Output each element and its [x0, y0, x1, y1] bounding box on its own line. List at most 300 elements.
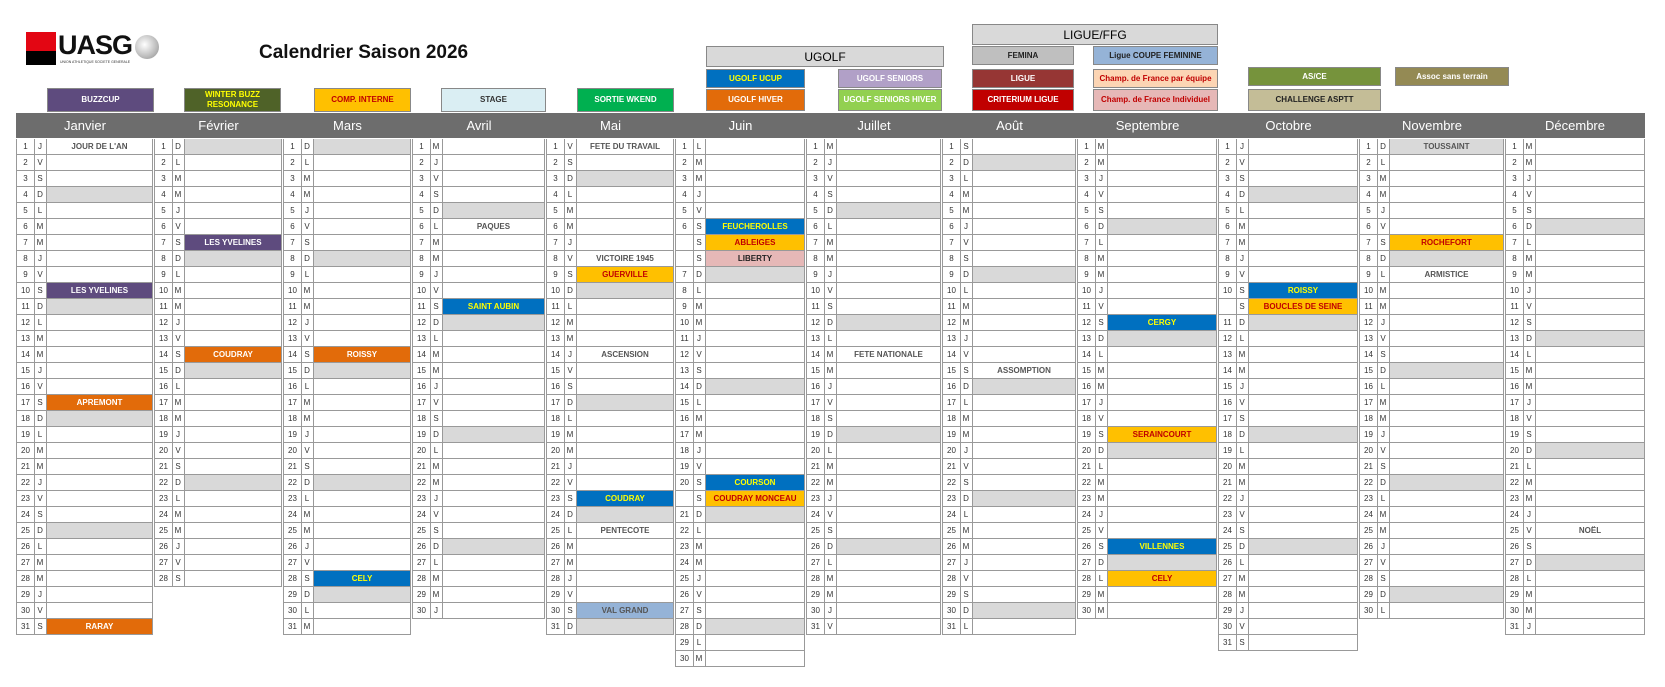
day-row[interactable]	[154, 507, 282, 523]
day-row[interactable]	[806, 507, 941, 523]
day-row[interactable]	[16, 315, 153, 331]
day-row[interactable]	[546, 555, 674, 571]
day-row[interactable]	[283, 443, 411, 459]
day-row[interactable]	[283, 363, 411, 379]
day-row[interactable]	[154, 171, 282, 187]
day-row[interactable]	[546, 443, 674, 459]
day-row[interactable]	[16, 395, 153, 411]
day-row[interactable]	[1505, 619, 1645, 635]
day-row[interactable]	[942, 475, 1076, 491]
day-row[interactable]	[412, 491, 545, 507]
day-row[interactable]	[1359, 427, 1504, 443]
day-row[interactable]	[1359, 283, 1504, 299]
day-row[interactable]	[942, 235, 1076, 251]
day-row[interactable]	[16, 251, 153, 267]
day-row[interactable]	[546, 347, 674, 363]
day-row[interactable]	[154, 443, 282, 459]
day-row[interactable]	[283, 203, 411, 219]
day-row[interactable]	[154, 315, 282, 331]
day-row[interactable]	[1505, 539, 1645, 555]
day-row[interactable]	[675, 427, 805, 443]
day-row[interactable]	[1505, 411, 1645, 427]
day-row[interactable]	[16, 267, 153, 283]
day-row[interactable]	[283, 603, 411, 619]
day-row[interactable]	[675, 299, 805, 315]
day-row[interactable]	[283, 331, 411, 347]
day-row[interactable]	[412, 523, 545, 539]
day-row[interactable]	[1218, 635, 1358, 651]
day-row[interactable]	[1359, 443, 1504, 459]
day-row[interactable]	[546, 459, 674, 475]
day-row[interactable]	[1505, 219, 1645, 235]
day-row[interactable]	[1218, 299, 1358, 315]
day-row[interactable]	[283, 459, 411, 475]
day-row[interactable]	[1505, 379, 1645, 395]
day-row[interactable]	[1077, 235, 1217, 251]
day-row[interactable]	[675, 411, 805, 427]
day-row[interactable]	[1359, 331, 1504, 347]
day-row[interactable]	[942, 395, 1076, 411]
day-row[interactable]	[806, 235, 941, 251]
day-row[interactable]	[1505, 603, 1645, 619]
day-row[interactable]	[942, 459, 1076, 475]
day-row[interactable]	[1077, 587, 1217, 603]
day-row[interactable]	[942, 347, 1076, 363]
day-row[interactable]	[283, 523, 411, 539]
day-row[interactable]	[1359, 555, 1504, 571]
day-row[interactable]	[283, 427, 411, 443]
day-row[interactable]	[283, 283, 411, 299]
day-row[interactable]	[1218, 347, 1358, 363]
day-row[interactable]	[546, 299, 674, 315]
day-row[interactable]	[1218, 587, 1358, 603]
day-row[interactable]	[546, 171, 674, 187]
day-row[interactable]	[1505, 251, 1645, 267]
day-row[interactable]	[1218, 539, 1358, 555]
day-row[interactable]	[546, 395, 674, 411]
day-row[interactable]	[1218, 187, 1358, 203]
day-row[interactable]	[1077, 331, 1217, 347]
day-row[interactable]	[283, 475, 411, 491]
day-row[interactable]	[1077, 379, 1217, 395]
day-row[interactable]	[675, 587, 805, 603]
day-row[interactable]	[806, 427, 941, 443]
day-row[interactable]	[154, 491, 282, 507]
day-row[interactable]	[1359, 603, 1504, 619]
day-row[interactable]	[154, 411, 282, 427]
day-row[interactable]	[16, 347, 153, 363]
day-row[interactable]	[806, 571, 941, 587]
day-row[interactable]	[412, 155, 545, 171]
day-row[interactable]	[1077, 315, 1217, 331]
day-row[interactable]	[283, 347, 411, 363]
day-row[interactable]	[675, 251, 805, 267]
day-row[interactable]	[412, 299, 545, 315]
day-row[interactable]	[675, 187, 805, 203]
day-row[interactable]	[283, 379, 411, 395]
day-row[interactable]	[806, 619, 941, 635]
day-row[interactable]	[675, 363, 805, 379]
day-row[interactable]	[1359, 571, 1504, 587]
day-row[interactable]	[1359, 315, 1504, 331]
day-row[interactable]	[546, 603, 674, 619]
day-row[interactable]	[1218, 603, 1358, 619]
day-row[interactable]	[546, 187, 674, 203]
day-row[interactable]	[806, 587, 941, 603]
day-row[interactable]	[1218, 523, 1358, 539]
day-row[interactable]	[283, 251, 411, 267]
day-row[interactable]	[942, 299, 1076, 315]
day-row[interactable]	[942, 315, 1076, 331]
day-row[interactable]	[1218, 155, 1358, 171]
day-row[interactable]	[942, 283, 1076, 299]
day-row[interactable]	[942, 411, 1076, 427]
day-row[interactable]	[806, 411, 941, 427]
day-row[interactable]	[1505, 347, 1645, 363]
day-row[interactable]	[412, 283, 545, 299]
day-row[interactable]	[1218, 267, 1358, 283]
day-row[interactable]	[1505, 491, 1645, 507]
day-row[interactable]	[1218, 139, 1358, 155]
day-row[interactable]	[154, 363, 282, 379]
day-row[interactable]	[942, 555, 1076, 571]
day-row[interactable]	[1077, 411, 1217, 427]
day-row[interactable]	[546, 491, 674, 507]
day-row[interactable]	[16, 603, 153, 619]
day-row[interactable]	[154, 203, 282, 219]
day-row[interactable]	[1359, 235, 1504, 251]
day-row[interactable]	[546, 139, 674, 155]
day-row[interactable]	[154, 283, 282, 299]
day-row[interactable]	[942, 587, 1076, 603]
day-row[interactable]	[412, 171, 545, 187]
day-row[interactable]	[154, 523, 282, 539]
day-row[interactable]	[1218, 235, 1358, 251]
day-row[interactable]	[412, 539, 545, 555]
day-row[interactable]	[806, 315, 941, 331]
day-row[interactable]	[1359, 395, 1504, 411]
day-row[interactable]	[546, 363, 674, 379]
day-row[interactable]	[546, 539, 674, 555]
day-row[interactable]	[154, 555, 282, 571]
day-row[interactable]	[283, 267, 411, 283]
day-row[interactable]	[412, 251, 545, 267]
day-row[interactable]	[154, 475, 282, 491]
day-row[interactable]	[546, 155, 674, 171]
day-row[interactable]	[1218, 619, 1358, 635]
day-row[interactable]	[806, 555, 941, 571]
day-row[interactable]	[806, 171, 941, 187]
day-row[interactable]	[412, 187, 545, 203]
day-row[interactable]	[412, 427, 545, 443]
day-row[interactable]	[675, 619, 805, 635]
day-row[interactable]	[675, 603, 805, 619]
day-row[interactable]	[675, 155, 805, 171]
day-row[interactable]	[283, 155, 411, 171]
day-row[interactable]	[546, 379, 674, 395]
day-row[interactable]	[1218, 251, 1358, 267]
day-row[interactable]	[154, 539, 282, 555]
day-row[interactable]	[16, 203, 153, 219]
day-row[interactable]	[942, 331, 1076, 347]
day-row[interactable]	[675, 219, 805, 235]
day-row[interactable]	[546, 283, 674, 299]
day-row[interactable]	[283, 219, 411, 235]
day-row[interactable]	[1218, 363, 1358, 379]
day-row[interactable]	[942, 523, 1076, 539]
day-row[interactable]	[1218, 427, 1358, 443]
day-row[interactable]	[546, 587, 674, 603]
day-row[interactable]	[1077, 283, 1217, 299]
day-row[interactable]	[942, 619, 1076, 635]
day-row[interactable]	[1218, 331, 1358, 347]
day-row[interactable]	[1505, 507, 1645, 523]
day-row[interactable]	[806, 219, 941, 235]
day-row[interactable]	[412, 571, 545, 587]
day-row[interactable]	[1359, 379, 1504, 395]
day-row[interactable]	[16, 283, 153, 299]
day-row[interactable]	[546, 203, 674, 219]
day-row[interactable]	[283, 235, 411, 251]
day-row[interactable]	[283, 411, 411, 427]
day-row[interactable]	[546, 235, 674, 251]
day-row[interactable]	[1359, 139, 1504, 155]
day-row[interactable]	[1077, 555, 1217, 571]
day-row[interactable]	[412, 475, 545, 491]
day-row[interactable]	[1359, 539, 1504, 555]
day-row[interactable]	[283, 299, 411, 315]
day-row[interactable]	[546, 619, 674, 635]
day-row[interactable]	[942, 507, 1076, 523]
day-row[interactable]	[154, 139, 282, 155]
day-row[interactable]	[942, 491, 1076, 507]
day-row[interactable]	[154, 267, 282, 283]
day-row[interactable]	[806, 283, 941, 299]
day-row[interactable]	[1077, 219, 1217, 235]
day-row[interactable]	[16, 555, 153, 571]
day-row[interactable]	[1077, 443, 1217, 459]
day-row[interactable]	[675, 347, 805, 363]
day-row[interactable]	[1077, 139, 1217, 155]
day-row[interactable]	[283, 491, 411, 507]
day-row[interactable]	[546, 523, 674, 539]
day-row[interactable]	[16, 491, 153, 507]
day-row[interactable]	[154, 235, 282, 251]
day-row[interactable]	[16, 443, 153, 459]
day-row[interactable]	[546, 267, 674, 283]
day-row[interactable]	[16, 299, 153, 315]
day-row[interactable]	[1077, 299, 1217, 315]
day-row[interactable]	[412, 443, 545, 459]
day-row[interactable]	[1505, 395, 1645, 411]
day-row[interactable]	[675, 283, 805, 299]
day-row[interactable]	[283, 571, 411, 587]
day-row[interactable]	[154, 347, 282, 363]
day-row[interactable]	[16, 171, 153, 187]
day-row[interactable]	[1077, 571, 1217, 587]
day-row[interactable]	[16, 475, 153, 491]
day-row[interactable]	[154, 571, 282, 587]
day-row[interactable]	[675, 267, 805, 283]
day-row[interactable]	[412, 507, 545, 523]
day-row[interactable]	[546, 315, 674, 331]
day-row[interactable]	[942, 139, 1076, 155]
day-row[interactable]	[806, 491, 941, 507]
day-row[interactable]	[412, 363, 545, 379]
day-row[interactable]	[412, 331, 545, 347]
day-row[interactable]	[154, 331, 282, 347]
day-row[interactable]	[16, 331, 153, 347]
day-row[interactable]	[154, 299, 282, 315]
day-row[interactable]	[1218, 379, 1358, 395]
day-row[interactable]	[154, 427, 282, 443]
day-row[interactable]	[1218, 411, 1358, 427]
day-row[interactable]	[283, 555, 411, 571]
day-row[interactable]	[942, 155, 1076, 171]
day-row[interactable]	[1505, 459, 1645, 475]
day-row[interactable]	[675, 443, 805, 459]
day-row[interactable]	[1218, 203, 1358, 219]
day-row[interactable]	[1218, 491, 1358, 507]
day-row[interactable]	[675, 523, 805, 539]
day-row[interactable]	[942, 187, 1076, 203]
day-row[interactable]	[942, 539, 1076, 555]
day-row[interactable]	[154, 219, 282, 235]
day-row[interactable]	[546, 251, 674, 267]
day-row[interactable]	[806, 299, 941, 315]
day-row[interactable]	[1077, 475, 1217, 491]
day-row[interactable]	[16, 427, 153, 443]
day-row[interactable]	[16, 507, 153, 523]
day-row[interactable]	[1359, 523, 1504, 539]
day-row[interactable]	[1218, 171, 1358, 187]
day-row[interactable]	[546, 427, 674, 443]
day-row[interactable]	[806, 539, 941, 555]
day-row[interactable]	[412, 315, 545, 331]
day-row[interactable]	[412, 587, 545, 603]
day-row[interactable]	[1077, 603, 1217, 619]
day-row[interactable]	[1218, 283, 1358, 299]
day-row[interactable]	[154, 251, 282, 267]
day-row[interactable]	[546, 411, 674, 427]
day-row[interactable]	[16, 411, 153, 427]
day-row[interactable]	[16, 155, 153, 171]
day-row[interactable]	[1077, 459, 1217, 475]
day-row[interactable]	[806, 203, 941, 219]
day-row[interactable]	[412, 203, 545, 219]
day-row[interactable]	[1359, 155, 1504, 171]
day-row[interactable]	[1077, 395, 1217, 411]
day-row[interactable]	[1359, 363, 1504, 379]
day-row[interactable]	[16, 187, 153, 203]
day-row[interactable]	[1359, 411, 1504, 427]
day-row[interactable]	[16, 571, 153, 587]
day-row[interactable]	[1077, 491, 1217, 507]
day-row[interactable]	[806, 251, 941, 267]
day-row[interactable]	[942, 427, 1076, 443]
day-row[interactable]	[412, 395, 545, 411]
day-row[interactable]	[1505, 155, 1645, 171]
day-row[interactable]	[16, 379, 153, 395]
day-row[interactable]	[1505, 171, 1645, 187]
day-row[interactable]	[16, 139, 153, 155]
day-row[interactable]	[675, 395, 805, 411]
day-row[interactable]	[675, 571, 805, 587]
day-row[interactable]	[942, 363, 1076, 379]
day-row[interactable]	[1218, 443, 1358, 459]
day-row[interactable]	[16, 539, 153, 555]
day-row[interactable]	[806, 363, 941, 379]
day-row[interactable]	[154, 395, 282, 411]
day-row[interactable]	[1077, 539, 1217, 555]
day-row[interactable]	[283, 619, 411, 635]
day-row[interactable]	[546, 331, 674, 347]
day-row[interactable]	[1359, 475, 1504, 491]
day-row[interactable]	[1359, 267, 1504, 283]
day-row[interactable]	[806, 155, 941, 171]
day-row[interactable]	[675, 555, 805, 571]
day-row[interactable]	[546, 571, 674, 587]
day-row[interactable]	[1505, 523, 1645, 539]
day-row[interactable]	[942, 171, 1076, 187]
day-row[interactable]	[1077, 203, 1217, 219]
day-row[interactable]	[283, 587, 411, 603]
day-row[interactable]	[1077, 267, 1217, 283]
day-row[interactable]	[1505, 587, 1645, 603]
day-row[interactable]	[1077, 523, 1217, 539]
day-row[interactable]	[1505, 331, 1645, 347]
day-row[interactable]	[412, 219, 545, 235]
day-row[interactable]	[1505, 571, 1645, 587]
day-row[interactable]	[675, 635, 805, 651]
day-row[interactable]	[806, 443, 941, 459]
day-row[interactable]	[675, 315, 805, 331]
day-row[interactable]	[942, 379, 1076, 395]
day-row[interactable]	[806, 523, 941, 539]
day-row[interactable]	[1077, 251, 1217, 267]
day-row[interactable]	[1218, 395, 1358, 411]
day-row[interactable]	[942, 603, 1076, 619]
day-row[interactable]	[675, 171, 805, 187]
day-row[interactable]	[16, 619, 153, 635]
day-row[interactable]	[283, 315, 411, 331]
day-row[interactable]	[1077, 155, 1217, 171]
day-row[interactable]	[942, 219, 1076, 235]
day-row[interactable]	[806, 139, 941, 155]
day-row[interactable]	[1077, 507, 1217, 523]
day-row[interactable]	[1505, 283, 1645, 299]
day-row[interactable]	[942, 203, 1076, 219]
day-row[interactable]	[1077, 347, 1217, 363]
day-row[interactable]	[942, 443, 1076, 459]
day-row[interactable]	[1505, 139, 1645, 155]
day-row[interactable]	[154, 187, 282, 203]
day-row[interactable]	[412, 555, 545, 571]
day-row[interactable]	[675, 651, 805, 667]
day-row[interactable]	[1359, 187, 1504, 203]
day-row[interactable]	[1359, 251, 1504, 267]
day-row[interactable]	[16, 523, 153, 539]
day-row[interactable]	[16, 235, 153, 251]
day-row[interactable]	[1505, 315, 1645, 331]
day-row[interactable]	[546, 507, 674, 523]
day-row[interactable]	[806, 187, 941, 203]
day-row[interactable]	[412, 139, 545, 155]
day-row[interactable]	[1077, 363, 1217, 379]
day-row[interactable]	[1218, 315, 1358, 331]
day-row[interactable]	[1505, 299, 1645, 315]
day-row[interactable]	[546, 219, 674, 235]
